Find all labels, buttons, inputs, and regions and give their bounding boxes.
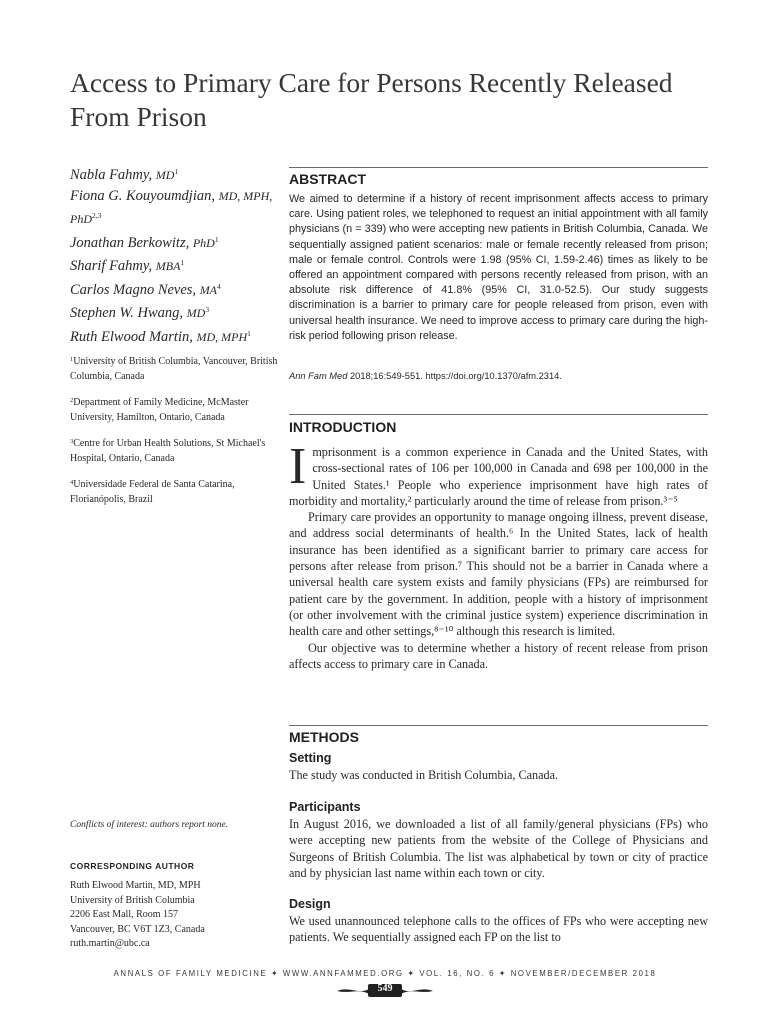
paragraph: Imprisonment is a common experience in Canada and the United States, with cross-sectional rates of 106 per 100,000 in Canada and 698 per 100,000 in the United States.¹ People who experience imprisonment have high rates of morbidity and mortality,² particularly around the time of release from prison.³⁻⁵	[289, 438, 708, 508]
design-text: We used unannounced telephone calls to the offices of FPs who were accepting new patients. We sequentially assigned each FP on the list to	[289, 914, 708, 945]
address-line: University of British Columbia	[70, 894, 195, 906]
affiliation: $^1$University of British Columbia, Vancouver, British Columbia, Canada	[70, 356, 278, 382]
introduction-body	[289, 438, 708, 672]
address-line: 2206 East Mall, Room 157	[70, 909, 179, 920]
article-title: Access to Primary Care for Persons Recently Released From Prison	[70, 67, 673, 132]
author: Stephen W. Hwang, $MD^3$	[70, 305, 210, 321]
section-rule	[289, 414, 708, 415]
email-link[interactable]: ruth.martin@ubc.ca	[70, 938, 150, 949]
affiliation: $^2$Department of Family Medicine, McMaster University, Hamilton, Ontario, Canada	[70, 397, 249, 423]
design-heading: Design	[289, 897, 331, 911]
affiliation: $^4$Universidade Federal de Santa Catarina, Florianópolis, Brazil	[70, 479, 235, 505]
corresponding-author-address	[70, 879, 285, 952]
author: Sharif Fahmy, MBA$^1$	[70, 258, 185, 274]
paragraph: Our objective was to determine whether a history of recent release from prison affects access to primary care in Canada.	[289, 640, 708, 671]
abstract-heading: ABSTRACT	[289, 171, 366, 187]
paragraph: Primary care provides an opportunity to manage ongoing illness, prevent disease, and address social determinants of health.⁶ In the United States, lack of health insurance has been identified as a significant barrier to primary care access for persons after release from prison.⁷ This should not be a barrier in Canada where a universal health care system exists and family physicians (FPs) are reimbursed for patient care by the government. In addition, people with a history of imprisonment (or other involvement with the criminal justice system) experience discrimination in health care and other settings,⁸⁻¹⁰ although this research is limited.	[289, 510, 708, 639]
address-line: Ruth Elwood Martin, MD, MPH	[70, 880, 201, 891]
setting-text: The study was conducted in British Columbia, Canada.	[289, 768, 559, 782]
author-column	[70, 162, 285, 507]
drop-cap: I	[289, 438, 307, 495]
page-number: 549	[377, 983, 393, 994]
citation: Ann Fam Med 2018;16:549-551. https://doi.org/10.1370/afm.2314.	[289, 371, 562, 381]
participants-text: In August 2016, we downloaded a list of all family/general physicians (FPs) who were accepting new patients from the website of the College of Physicians and Surgeons of British Columbia. The list was alphabetical by town or city of practice and by physician last name within each town or city.	[289, 817, 708, 880]
introduction-heading: INTRODUCTION	[289, 419, 397, 435]
conflicts-statement: Conflicts of interest: authors report none.	[70, 820, 229, 830]
journal-footer: ANNALS OF FAMILY MEDICINE ✦ WWW.ANNFAMMED.ORG ✦ VOL. 16, NO. 6 ✦ NOVEMBER/DECEMBER 2018	[113, 969, 657, 978]
address-line: Vancouver, BC V6T 1Z3, Canada	[70, 923, 205, 935]
author: Fiona G. Kouyoumdjian, MD, MPH, PhD$^{2,3}$	[70, 187, 273, 226]
methods-heading: METHODS	[289, 729, 359, 745]
section-rule	[289, 167, 708, 168]
author: Ruth Elwood Martin, MD, MPH$^1$	[70, 328, 251, 345]
corresponding-author-heading: CORRESPONDING AUTHOR	[70, 861, 195, 871]
section-rule	[289, 725, 708, 726]
affiliation: $^3$Centre for Urban Health Solutions, St Michael's Hospital, Ontario, Canada	[70, 438, 266, 464]
author: Carlos Magno Neves, $MA^4$	[70, 281, 221, 298]
participants-heading: Participants	[289, 800, 361, 814]
author: Nabla Fahmy, $MD^1$	[70, 167, 179, 183]
author: Jonathan Berkowitz, PhD$^1$	[70, 234, 219, 251]
setting-heading: Setting	[289, 751, 332, 765]
abstract-text: We aimed to determine if a history of recent imprisonment affects access to primary care. Using patient roles, we telephoned to request an initial appointment with all family physicians (n = 339) who were accepting new patients in British Columbia, Canada. We sequentially assigned patient scenarios: male or female recently released from prison; male or female control. Controls were 1.98 (95% CI, 1.59-2.46) times as likely to be offered an appointment compared with persons recently released from prison, with an absolute risk difference of 41.8% (95% CI, 31.0-52.5). Our study suggests discrimination is a barrier to primary care for people released from prison, even with universal health insurance. We need to improve access to primary care during the high-risk period following prison release.	[289, 193, 708, 342]
author-list	[70, 162, 285, 347]
